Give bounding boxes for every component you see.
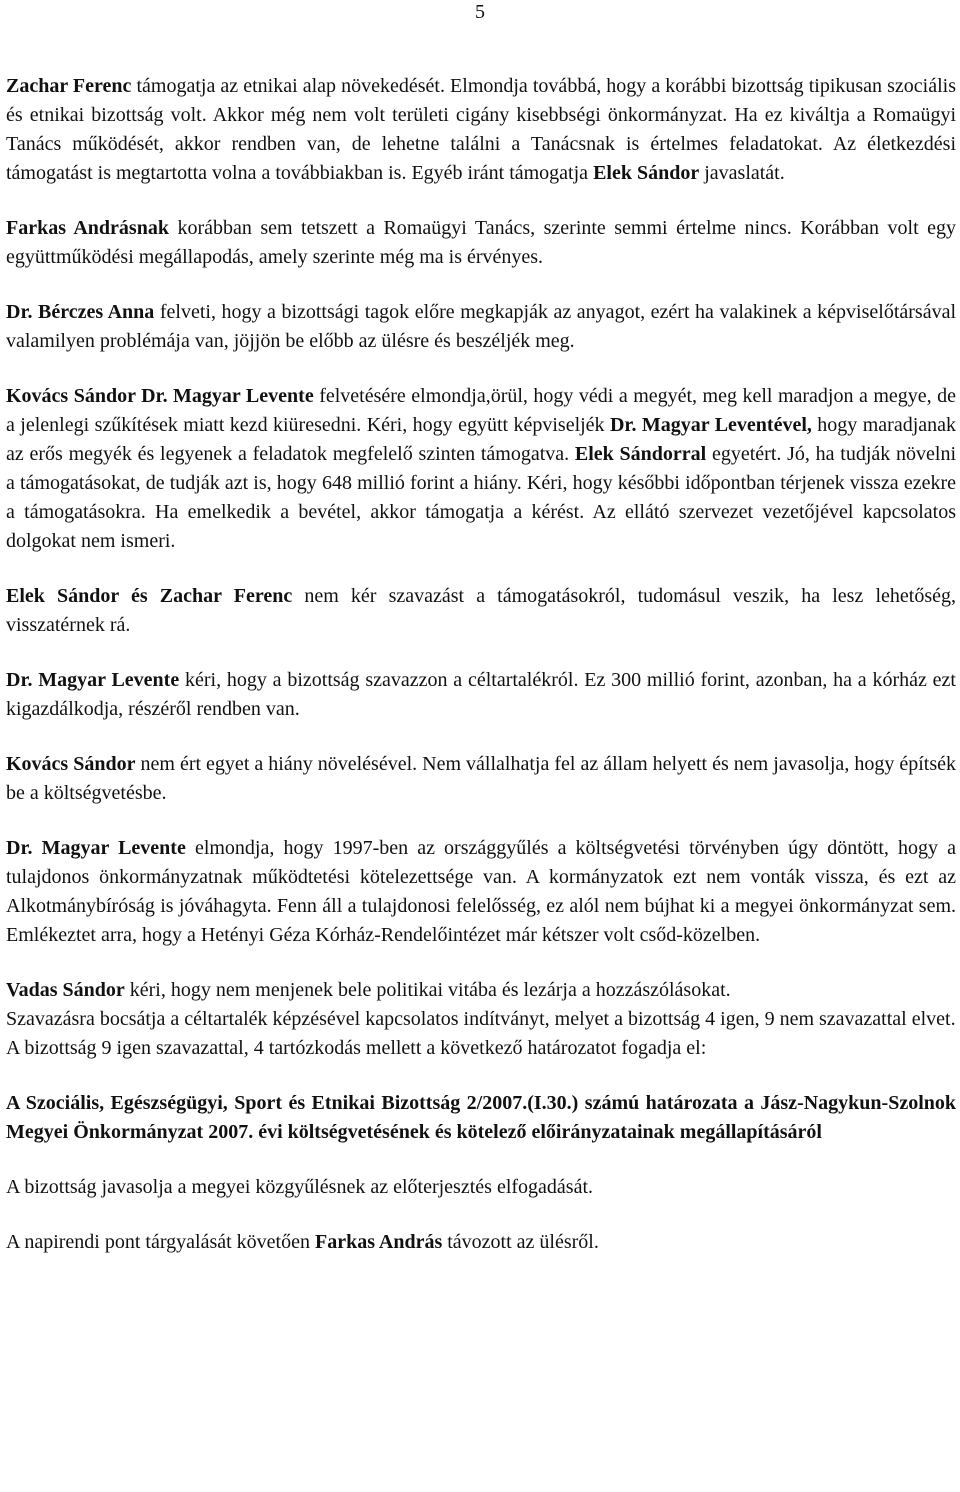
text-run: felveti, hogy a bizottsági tagok előre megkapják az anyagot, ezért ha valakinek a képviselőtársával valamilyen problémája van, jöjjön be előbb az ülésre és beszéljék meg. [6,301,957,352]
text-run: felvetésére elmondja,örül, hogy védi a megyét, meg kell maradjon a megye, de a jelenlegi szűkítések miatt kezd kiüresedni. Kéri, hogy együtt képviseljék [6,385,957,436]
text-run: A bizottság 9 igen szavazattal, 4 tartózkodás mellett a következő határozatot fogadja el: [6,1037,707,1059]
bold-text-run: Dr. Magyar Levente [6,669,180,691]
resolution-title [6,1089,956,1147]
bold-text-run: Elek Sándorral [574,443,707,465]
bold-text-run: Dr. Magyar Leventével, [609,414,812,436]
paragraph-zachar-ferenc [6,72,956,188]
text-run: hogy maradjanak az erős megyék és legyenek a feladatok megfelelő szinten támogatva. [6,414,957,465]
paragraph-kovacs-sandor-2 [6,750,956,808]
text-run: kéri, hogy a bizottság szavazzon a céltartalékról. Ez 300 millió forint, azonban, ha a kórház ezt kigazdálkodja, részéről rendben van. [6,669,956,720]
document-body [6,72,956,1257]
bold-text-run: Kovács Sándor [6,753,136,775]
paragraph-magyar-levente-1 [6,666,956,724]
bold-text-run: Farkas András [315,1231,443,1253]
paragraph-elek-zachar [6,582,956,640]
text-run: támogatja az etnikai alap növekedését. Elmondja továbbá, hogy a korábbi bizottság tipikusan szociális és etnikai bizottság volt. Akkor még nem volt területi cigány kisebbségi önkormányzat. Ha ez kiváltja a Romaügyi Tanács működését, akkor rendben van, de lehetne találni a Tanácsnak is értelmes feladatokat. Az életkezdési támogatást is megtartotta volna a továbbiakban is. Egyéb iránt támogatja [6,75,956,184]
text-run: A bizottság javasolja a megyei közgyűlésnek az előterjesztés elfogadását. [6,1176,594,1198]
paragraph-resolution-intro [6,1034,956,1063]
bold-text-run: Elek Sándor és Zachar Ferenc [6,585,293,607]
paragraph-vadas-sandor [6,976,956,1005]
text-run: elmondja, hogy 1997-ben az országgyűlés a költségvetési törvényben úgy döntött, hogy a tulajdonos önkormányzatnak működtetési kötelezettsége van. A kormányzatok ezt nem vonták vissza, és ezt az Alkotmánybíróság is jóváhagyta. Fenn áll a tulajdonosi felelősség, ez alól nem bújhat ki a megyei önkormányzat sem. Emlékeztet arra, hogy a Hetényi Géza Kórház-Rendelőintézet már kétszer volt csőd-közelben. [6,837,956,946]
bold-text-run: Elek Sándor [593,162,700,184]
bold-text-run: Dr. Magyar Levente [6,837,186,859]
bold-text-run: Zachar Ferenc [6,75,132,97]
bold-text-run: A Szociális, Egészségügyi, Sport és Etnikai Bizottság 2/2007.(I.30.) számú határozata a Jász-Nagykun-Szolnok Megyei Önkormányzat 2007. évi költségvetésének és kötelező előirányzatainak megállapításáról [6,1092,956,1143]
bold-text-run: Dr. Bérczes Anna [6,301,155,323]
paragraph-berczes-anna [6,298,956,356]
text-run: Szavazásra bocsátja a céltartalék képzésével kapcsolatos indítványt, melyet a bizottság 4 igen, 9 nem szavazattal elvet. [6,1008,956,1030]
paragraph-departure [6,1228,956,1257]
text-run: egyetért. Jó, ha tudják növelni a támogatásokat, de tudják azt is, hogy 648 millió forint a hiány. Kéri, hogy későbbi időpontban térjenek vissza ezekre a támogatásokra. Ha emelkedik a bevétel, akkor támogatja a kérést. Az ellátó szervezet vezetőjével kapcsolatos dolgokat nem ismeri. [6,443,956,552]
text-run: javaslatát. [699,162,785,184]
bold-text-run: Kovács Sándor Dr. Magyar Levente [6,385,314,407]
text-run: távozott az ülésről. [442,1231,599,1253]
paragraph-vote-result [6,1005,956,1034]
text-run: kéri, hogy nem menjenek bele politikai vitába és lezárja a hozzászólásokat. [124,979,731,1001]
bold-text-run: Vadas Sándor [6,979,125,1001]
text-run: A napirendi pont tárgyalását követően [6,1231,315,1253]
paragraph-farkas-andras [6,214,956,272]
bold-text-run: Farkas Andrásnak [6,217,169,239]
page-number: 5 [475,1,485,23]
text-run: korábban sem tetszett a Romaügyi Tanács, szerinte semmi értelme nincs. Korábban volt egy együttműködési megállapodás, amely szerinte még ma is érvényes. [6,217,956,268]
text-run: nem kér szavazást a támogatásokról, tudomásul veszik, ha lesz lehetőség, visszatérnek rá. [6,585,956,636]
paragraph-magyar-levente-2 [6,834,956,950]
paragraph-kovacs-sandor [6,382,956,556]
paragraph-recommendation [6,1173,956,1202]
text-run: nem ért egyet a hiány növelésével. Nem vállalhatja fel az állam helyett és nem javasolja, hogy építsék be a költségvetésbe. [6,753,956,804]
